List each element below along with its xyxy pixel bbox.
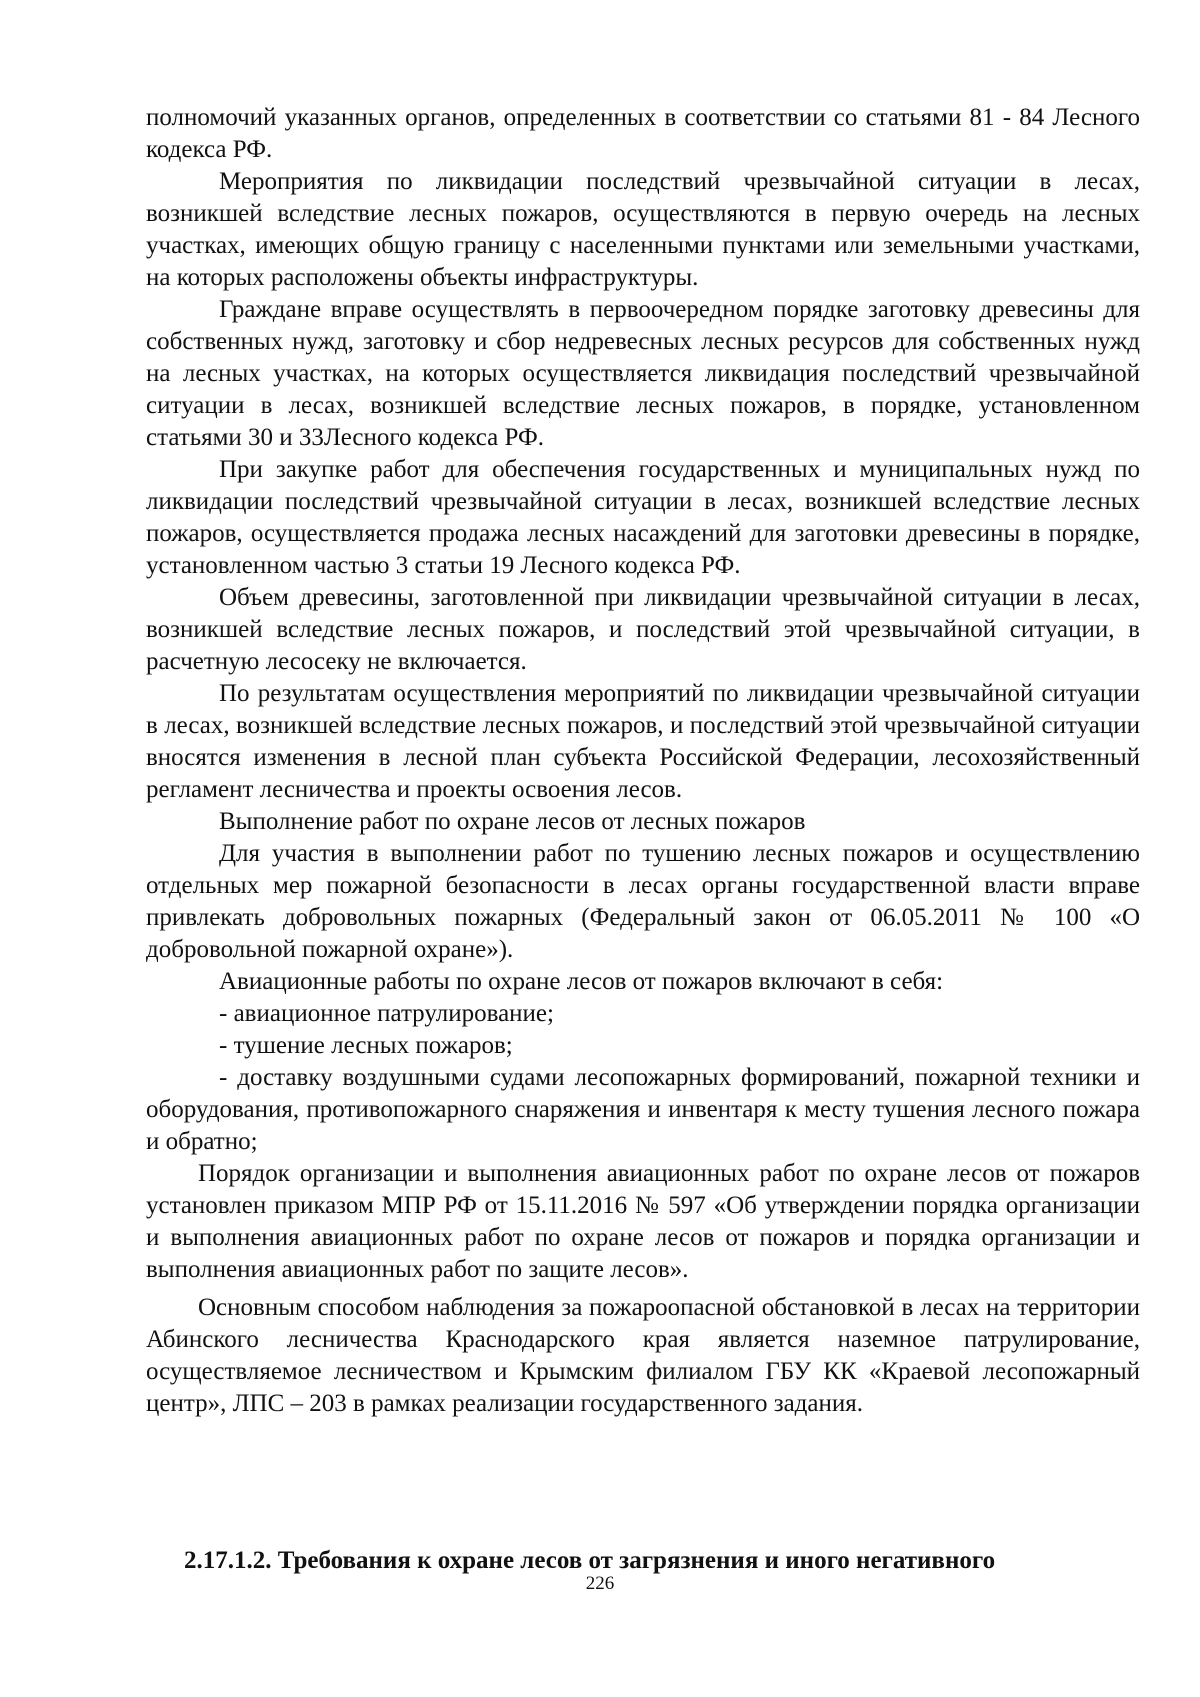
page-number: 226: [585, 1573, 615, 1594]
list-item: - доставку воздушными судами лесопожарных формирований, пожарной техники и оборудования, противопожарного снаряжения и инвентаря к месту тушения лесного пожара и обратно;: [146, 1064, 1140, 1155]
list-item: - авиационное патрулирование;: [219, 1000, 554, 1027]
paragraph-results: По результатам осуществления мероприятий по ликвидации чрезвычайной ситуации в лесах, возникшей вследствие лесных пожаров, и последствий этой чрезвычайной ситуации вносятся изменения в лесной план субъекта Российской Федерации, лесохозяйственный регламент лесничества и проекты освоения лесов.: [146, 680, 1140, 803]
document-body: [146, 102, 1140, 1420]
paragraph-citizens-rights: Граждане вправе осуществлять в первоочередном порядке заготовку древесины для собственных нужд, заготовку и сбор недревесных лесных ресурсов для собственных нужд на лесных участках, на которых осуществляется ликвидация последствий чрезвычайной ситуации в лесах, возникшей вследствие лесных пожаров, в порядке, установленном статьями 30 и 33Лесного кодекса РФ.: [146, 296, 1140, 451]
paragraph-subheading: Выполнение работ по охране лесов от лесных пожаров: [219, 808, 806, 835]
paragraph-aviation-intro: Авиационные работы по охране лесов от пожаров включают в себя:: [219, 968, 944, 995]
paragraph-procurement: При закупке работ для обеспечения государственных и муниципальных нужд по ликвидации последствий чрезвычайной ситуации в лесах, возникшей вследствие лесных пожаров, осуществляется продажа лесных насаждений для заготовки древесины в порядке, установленном частью 3 статьи 19 Лесного кодекса РФ.: [146, 456, 1140, 579]
list-item: - тушение лесных пожаров;: [219, 1032, 513, 1059]
paragraph-continuation: полномочий указанных органов, определенных в соответствии со статьями 81 - 84 Лесного кодекса РФ.: [146, 104, 1140, 163]
paragraph-liquidation-measures: Мероприятия по ликвидации последствий чрезвычайной ситуации в лесах, возникшей вследствие лесных пожаров, осуществляются в первую очередь на лесных участках, имеющих общую границу с населенными пунктами или земельными участками, на которых расположены объекты инфраструктуры.: [146, 168, 1140, 291]
paragraph-volunteers: Для участия в выполнении работ по тушению лесных пожаров и осуществлению отдельных мер пожарной безопасности в лесах органы государственной власти вправе привлекать добровольных пожарных (Федеральный закон от 06.05.2011 № 100 «О добровольной пожарной охране»).: [146, 840, 1140, 963]
paragraph-order: Порядок организации и выполнения авиационных работ по охране лесов от пожаров установлен приказом МПР РФ от 15.11.2016 № 597 «Об утверждении порядка организации и выполнения авиационных работ по охране лесов от пожаров и порядка организации и выполнения авиационных работ по защите лесов».: [146, 1160, 1140, 1283]
paragraph-wood-volume: Объем древесины, заготовленной при ликвидации чрезвычайной ситуации в лесах, возникшей вследствие лесных пожаров, и последствий этой чрезвычайной ситуации, в расчетную лесосеку не включается.: [146, 584, 1140, 675]
paragraph-observation: Основным способом наблюдения за пожароопасной обстановкой в лесах на территории Абинского лесничества Краснодарского края является наземное патрулирование, осуществляемое лесничеством и Крымским филиалом ГБУ КК «Краевой лесопожарный центр», ЛПС – 203 в рамках реализации государственного задания.: [146, 1294, 1140, 1417]
section-heading: 2.17.1.2. Требования к охране лесов от загрязнения и иного негативного: [184, 1547, 996, 1574]
